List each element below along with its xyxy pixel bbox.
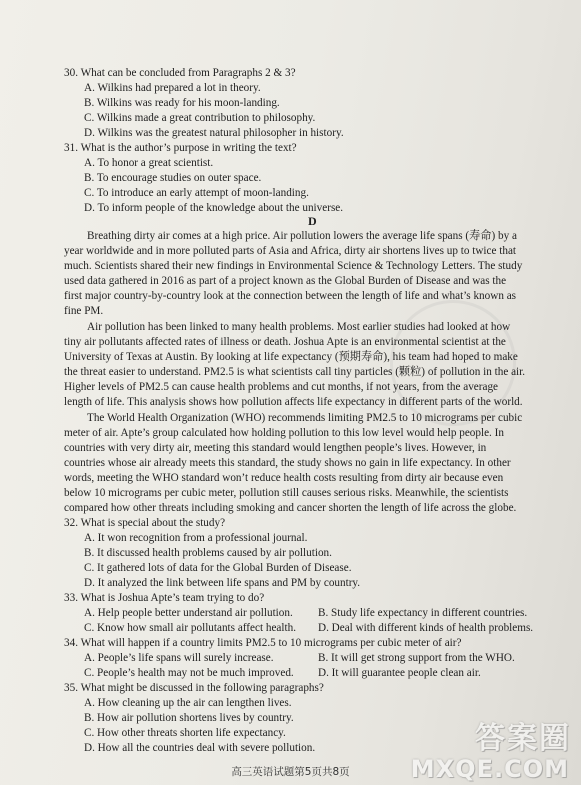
q35-option-c: C. How other threats shorten life expectancy. — [84, 727, 286, 739]
q34-option-d: D. It will guarantee people clean air. — [318, 667, 481, 679]
passage-p1-line-6: fine PM. — [64, 305, 104, 317]
q30-option-d: D. Wilkins was the greatest natural philosopher in history. — [84, 127, 344, 139]
section-d-heading: D — [308, 214, 317, 228]
q35-stem: 35. What might be discussed in the following paragraphs? — [64, 682, 324, 694]
passage-p3-line-1: The World Health Organization (WHO) recommends limiting PM2.5 to 10 micrograms per cubic — [87, 412, 523, 424]
watermark-logo: 答案圈 — [475, 721, 571, 756]
passage-p3-line-3: countries with very dirty air, meeting this standard would lengthen people’s lives. However, in — [64, 442, 487, 454]
q35-option-a: A. How cleaning up the air can lengthen lives. — [84, 697, 292, 709]
q30-stem: 30. What can be concluded from Paragraphs 2 & 3? — [64, 67, 296, 79]
q33-option-c: C. Know how small air pollutants affect health. — [84, 622, 296, 634]
passage-p2-line-3: University of Texas at Austin. By looking at life expectancy (预期寿命), his team had hoped to make — [64, 351, 518, 363]
passage-p3-line-4: countries whose air already meets this standard, the study shows no gain in life expectancy. In other — [64, 457, 511, 469]
passage-p1-line-1: Breathing dirty air comes at a high price. Air pollution lowers the average life spans (寿命) by a — [87, 230, 517, 242]
passage-p3-line-7: compared how other threats including smoking and cancer shorten the length of life across the globe. — [64, 502, 517, 514]
passage-p2-line-5: Higher levels of PM2.5 can cause health problems and cut months, if not years, from the average — [64, 381, 499, 393]
q32-option-d: D. It analyzed the link between life spans and PM by country. — [84, 577, 361, 589]
q34-stem: 34. What will happen if a country limits PM2.5 to 10 micrograms per cubic meter of air? — [64, 637, 462, 649]
q31-option-d: D. To inform people of the knowledge about the universe. — [84, 202, 344, 214]
q35-option-b: B. How air pollution shortens lives by country. — [84, 712, 294, 724]
passage-p3-line-2: meter of air. Apte’s group calculated how holding pollution to this low level would help people. In — [64, 427, 504, 439]
q34-option-a: A. People’s life spans will surely increase. — [84, 652, 274, 664]
passage-p2-line-2: tiny air pollutants affected rates of illness or death. Joshua Apte is an environmental scientist at the — [64, 336, 506, 348]
q32-stem: 32. What is special about the study? — [64, 517, 226, 529]
q34-option-b: B. It will get strong support from the WHO. — [318, 652, 515, 664]
q32-option-c: C. It gathered lots of data for the Global Burden of Disease. — [84, 562, 352, 574]
q34-option-c: C. People’s health may not be much improved. — [84, 667, 294, 679]
passage-p2-line-1: Air pollution has been linked to many health problems. Most earlier studies had looked at how — [87, 321, 511, 333]
passage-p1-line-4: used data gathered in 2016 as part of a project known as the Global Burden of Disease and was the — [64, 275, 507, 287]
q33-option-b: B. Study life expectancy in different countries. — [318, 607, 528, 619]
passage-p2-line-4: the threat easier to understand. PM2.5 is what scientists call tiny particles (颗粒) of pollution in the air. — [64, 366, 526, 378]
q30-option-a: A. Wilkins had prepared a lot in theory. — [84, 82, 261, 94]
passage-p3-line-5: words, meeting the WHO standard won’t reduce health costs resulting from dirty air because even — [64, 472, 504, 484]
q31-stem: 31. What is the author’s purpose in writing the text? — [64, 142, 297, 154]
q32-option-a: A. It won recognition from a professional journal. — [84, 532, 308, 544]
q33-option-d: D. Deal with different kinds of health problems. — [318, 622, 534, 634]
q30-option-b: B. Wilkins was ready for his moon-landing. — [84, 97, 280, 109]
site-watermark — [410, 713, 575, 783]
passage-p1-line-3: much. Scientists shared their new findings in Environmental Science & Technology Letters. The study — [64, 260, 523, 272]
watermark-site: MXQE.COM — [410, 755, 569, 783]
passage-p1-line-2: year worldwide and in more polluted parts of Asia and Africa, dirty air shortens lives up to twice that — [64, 245, 517, 257]
q31-option-b: B. To encourage studies on outer space. — [84, 172, 262, 184]
passage-p1-line-5: first major country-by-country look at the connection between the length of life and what’s known as — [64, 290, 517, 302]
q32-option-b: B. It discussed health problems caused by air pollution. — [84, 547, 332, 559]
q33-option-a: A. Help people better understand air pollution. — [84, 607, 293, 619]
q33-stem: 33. What is Joshua Apte’s team trying to do? — [64, 592, 265, 604]
q31-option-c: C. To introduce an early attempt of moon-landing. — [84, 187, 309, 199]
page-footer: 高三英语试题第5页共8页 — [231, 766, 350, 778]
passage-p3-line-6: below 10 micrograms per cubic meter, pollution still causes serious risks. Meanwhile, the scientists — [64, 487, 509, 499]
q35-option-d: D. How all the countries deal with severe pollution. — [84, 742, 316, 754]
passage-p2-line-6: length of life. This analysis shows how pollution affects life expectancy in different parts of the world. — [64, 396, 523, 408]
q31-option-a: A. To honor a great scientist. — [84, 157, 214, 169]
q30-option-c: C. Wilkins made a great contribution to philosophy. — [84, 112, 316, 124]
